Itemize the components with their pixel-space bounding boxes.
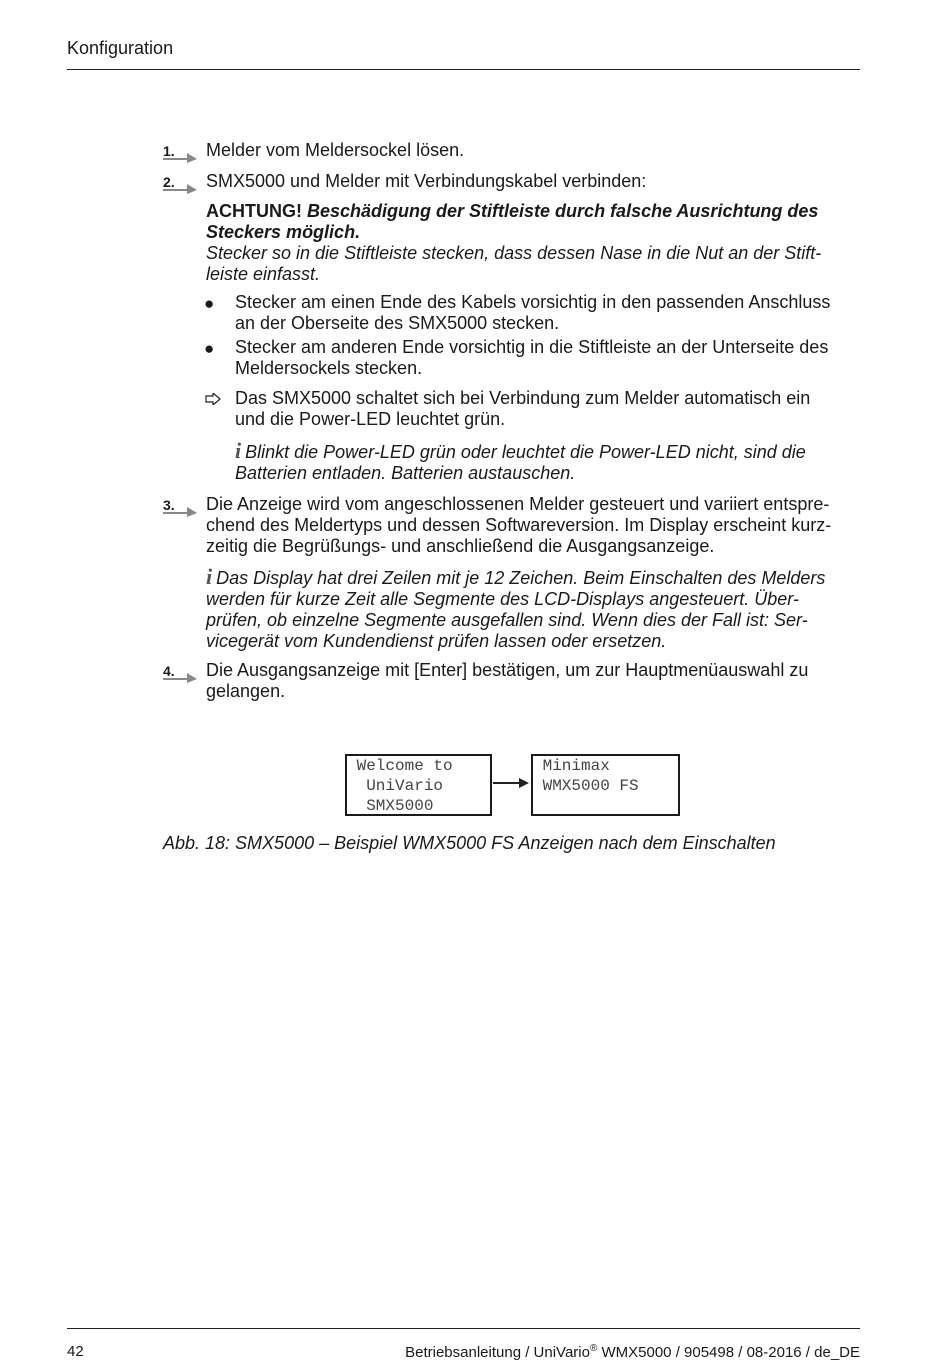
page-number: 42 bbox=[67, 1343, 84, 1360]
lcd-line: Minimax bbox=[533, 757, 610, 775]
lcd-line: Welcome to bbox=[347, 757, 453, 775]
bullet-item bbox=[235, 292, 865, 334]
doc-ref-left: Betriebsanleitung / UniVario bbox=[405, 1344, 590, 1361]
step-marker-2 bbox=[163, 174, 203, 194]
warning-heading-cont: Steckers möglich. bbox=[206, 222, 361, 242]
step-number: 1. bbox=[163, 143, 175, 159]
result-text bbox=[235, 388, 865, 430]
bullet-dot-icon: ● bbox=[204, 339, 215, 358]
header-divider bbox=[67, 69, 860, 70]
warning-heading: Beschädigung der Stiftleiste durch falsche Ausrichtung des bbox=[307, 201, 819, 221]
info-note bbox=[235, 438, 865, 484]
lcd-display-welcome bbox=[345, 754, 492, 816]
step-arrow-icon bbox=[163, 671, 199, 683]
step-line: zeitig die Begrüßungs- und anschließend die Ausgangsanzeige. bbox=[206, 536, 715, 556]
bullet-line: Meldersockels stecken. bbox=[235, 358, 423, 378]
info-line: Batterien entladen. Batterien austauschen. bbox=[235, 463, 576, 483]
bullet-item bbox=[235, 337, 865, 379]
transition-arrow-icon bbox=[493, 775, 531, 796]
step-4-text bbox=[206, 660, 866, 702]
step-marker-1 bbox=[163, 143, 203, 163]
info-icon: i bbox=[235, 438, 242, 463]
info-line: vicegerät vom Kundendienst prüfen lassen oder ersetzen. bbox=[206, 631, 667, 651]
step-number: 2. bbox=[163, 174, 175, 190]
step-line: chend des Meldertyps und dessen Softwareversion. Im Display erscheint kurz- bbox=[206, 515, 832, 535]
result-line: und die Power-LED leuchtet grün. bbox=[235, 409, 506, 429]
step-line: Die Ausgangsanzeige mit [Enter] bestätigen, um zur Hauptmenüauswahl zu bbox=[206, 660, 809, 680]
lcd-line: UniVario bbox=[347, 777, 444, 795]
step-marker-3 bbox=[163, 497, 203, 517]
step-line: gelangen. bbox=[206, 681, 286, 701]
info-line: Das Display hat drei Zeilen mit je 12 Zeichen. Beim Einschalten des Melders bbox=[216, 568, 826, 588]
step-arrow-icon bbox=[163, 182, 199, 194]
lcd-display-main bbox=[531, 754, 680, 816]
doc-ref-right: WMX5000 / 905498 / 08-2016 / de_DE bbox=[597, 1344, 860, 1361]
warning-notice bbox=[206, 201, 866, 285]
step-2-text: SMX5000 und Melder mit Verbindungskabel verbinden: bbox=[206, 171, 647, 191]
bullet-line: an der Oberseite des SMX5000 stecken. bbox=[235, 313, 560, 333]
step-3-text bbox=[206, 494, 866, 557]
step-number: 4. bbox=[163, 663, 175, 679]
bullet-line: Stecker am anderen Ende vorsichtig in die Stiftleiste an der Unterseite des bbox=[235, 337, 829, 357]
bullet-line: Stecker am einen Ende des Kabels vorsichtig in den passenden Anschluss bbox=[235, 292, 831, 312]
registered-mark: ® bbox=[589, 1343, 598, 1354]
info-line: werden für kurze Zeit alle Segmente des LCD-Displays angesteuert. Über- bbox=[206, 589, 799, 609]
running-header: Konfiguration bbox=[67, 38, 174, 58]
bullet-dot-icon: ● bbox=[204, 294, 215, 313]
result-line: Das SMX5000 schaltet sich bei Verbindung zum Melder automatisch ein bbox=[235, 388, 811, 408]
lcd-line: WMX5000 FS bbox=[533, 777, 639, 795]
document-reference bbox=[405, 1343, 860, 1361]
result-arrow-icon bbox=[205, 392, 221, 410]
step-1-text: Melder vom Meldersockel lösen. bbox=[206, 140, 465, 160]
lcd-line: SMX5000 bbox=[347, 797, 434, 815]
info-line: prüfen, ob einzelne Segmente ausgefallen sind. Wenn dies der Fall ist: Ser- bbox=[206, 610, 808, 630]
warning-text: Stecker so in die Stiftleiste stecken, dass dessen Nase in die Nut an der Stift- bbox=[206, 243, 822, 263]
info-note bbox=[206, 564, 866, 652]
warning-text-cont: leiste einfasst. bbox=[206, 264, 321, 284]
step-line: Die Anzeige wird vom angeschlossenen Melder gesteuert und variiert entspre- bbox=[206, 494, 830, 514]
step-marker-4 bbox=[163, 663, 203, 683]
step-arrow-icon bbox=[163, 505, 199, 517]
footer-divider bbox=[67, 1328, 860, 1329]
figure-caption: Abb. 18: SMX5000 – Beispiel WMX5000 FS Anzeigen nach dem Einschalten bbox=[163, 833, 776, 853]
warning-label: ACHTUNG! bbox=[206, 201, 302, 221]
info-line: Blinkt die Power-LED grün oder leuchtet die Power-LED nicht, sind die bbox=[245, 442, 806, 462]
info-icon: i bbox=[206, 564, 213, 589]
step-arrow-icon bbox=[163, 151, 199, 163]
step-number: 3. bbox=[163, 497, 175, 513]
